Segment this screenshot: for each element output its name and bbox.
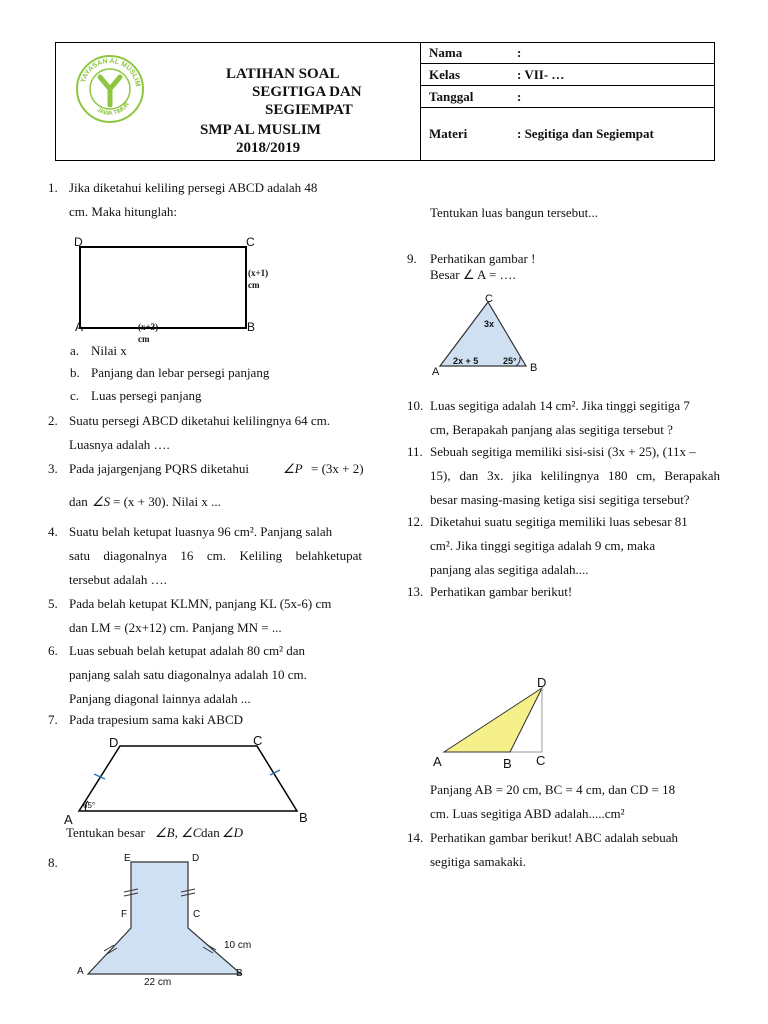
q8-label-b: B [236,968,243,979]
header-rule [421,85,714,86]
q13-label-b: B [503,756,512,771]
q7-angle-label: 65° [83,801,96,810]
question-number: 8. [48,855,58,870]
q7-line-1: Pada trapesium sama kaki ABCD [69,712,244,727]
q13-label-c: C [536,753,546,768]
q5-line-2: dan LM = (2x+12) cm. Panjang MN = ... [69,620,282,635]
question-number: 9. [407,251,417,266]
q8-line-1: Tentukan luas bangun tersebut... [430,205,599,220]
field-label-kelas: Kelas [429,67,461,82]
school-logo [74,53,146,125]
question-number: 3. [48,461,58,476]
q13-triangle-figure [430,680,560,760]
q7-angles: ∠B, ∠C [155,825,202,840]
q1-bottom-unit: cm [138,334,150,344]
q9-label-b: B [530,362,538,374]
question-number: 6. [48,643,58,658]
question-number: 12. [407,514,424,529]
q7-line-2a: Tentukan besar [66,825,145,840]
header-rule [421,63,714,64]
q1-option-key: c. [70,388,80,403]
logo-text: YAYASAN AL MUSLIM [79,57,141,88]
logo-subtext: JAWA TIMUR [95,101,131,118]
q3-line-1a: Pada jajargenjang PQRS diketahui [69,461,249,476]
q1-option-key: a. [70,343,80,358]
q3-line-1b: = (3x + 2) [311,461,364,476]
q8-label-f: F [121,909,128,920]
q4-line-1: Suatu belah ketupat luasnya 96 cm². Panjang salah [69,524,333,539]
question-number: 10. [407,398,424,413]
q13-line-1: Perhatikan gambar berikut! [430,584,573,599]
q7-trapezoid-figure [60,735,320,825]
q8-label-d: D [192,853,200,864]
q5-line-1: Pada belah ketupat KLMN, panjang KL (5x-6) cm [69,596,332,611]
q1-option-text: Panjang dan lebar persegi panjang [91,365,270,380]
q10-line-2: cm, Berapakah panjang alas segitiga tersebut ? [430,422,673,437]
q13-line-2: Panjang AB = 20 cm, BC = 4 cm, dan CD = 18 [430,782,676,797]
q2-line-2: Luasnya adalah …. [69,437,170,452]
q8-label-e: E [124,853,131,864]
q9-right-angle: 25° [503,356,517,366]
q12-line-2: cm². Jika tinggi segitiga adalah 9 cm, maka [430,538,656,553]
title-line-1: LATIHAN SOAL [226,66,340,82]
q1-side-label: (x+1) [248,268,269,278]
field-label-tanggal: Tanggal [429,89,474,104]
q1-label-a: A [75,320,84,334]
header-box [55,42,715,161]
q1-line-2: cm. Maka hitunglah: [69,204,177,219]
q1-option-key: b. [70,365,80,380]
q4-line-2: satu diagonalnya 16 cm. Keliling belahketupat [69,548,362,563]
q7-line-2b: dan [201,825,220,840]
field-value-materi: : Segitiga dan Segiempat [517,126,654,141]
q13-label-a: A [433,754,442,769]
question-number: 2. [48,413,58,428]
q3-angle-p: ∠P [283,461,303,476]
question-number: 5. [48,596,58,611]
q3-line-2a: dan [69,494,88,509]
q9-left-angle: 2x + 5 [453,356,479,366]
question-number: 13. [407,584,424,599]
question-number: 1. [48,180,58,195]
question-number: 7. [48,712,58,727]
q3-line-2b: = (x + 30). Nilai x ... [113,494,221,509]
q1-label-c: C [246,235,255,249]
field-value-nama[interactable]: : [517,45,522,60]
q8-base-label: 22 cm [144,977,172,988]
q1-side-unit: cm [248,280,260,290]
q1-option-text: Nilai x [91,343,127,358]
q7-label-a: A [64,812,73,827]
q6-line-2: panjang salah satu diagonalnya adalah 10 cm. [69,667,307,682]
q9-line-1: Perhatikan gambar ! [430,251,536,266]
q2-line-1: Suatu persegi ABCD diketahui kelilingnya 64 cm. [69,413,331,428]
school-year: 2018/2019 [236,140,301,156]
q11-line-2: 15), dan 3x. jika kelilingnya 180 cm, Berapakah [430,468,720,483]
q1-label-b: B [247,320,256,334]
title-line-3: SEGIEMPAT [265,102,353,118]
q8-label-a: A [77,966,84,977]
q11-line-3: besar masing-masing ketiga sisi segitiga tersebut? [430,492,690,507]
q9-label-a: A [432,366,440,378]
q1-bottom-label: (x+3) [138,322,159,332]
q14-line-1: Perhatikan gambar berikut! ABC adalah sebuah [430,830,679,845]
question-number: 4. [48,524,58,539]
q7-label-b: B [299,810,308,825]
field-value-kelas[interactable]: : VII- … [517,67,565,82]
q6-line-3: Panjang diagonal lainnya adalah ... [69,691,251,706]
question-number: 11. [407,444,423,459]
q13-line-3: cm. Luas segitiga ABD adalah.....cm² [430,806,625,821]
q4-line-3: tersebut adalah …. [69,572,167,587]
q1-label-d: D [74,235,83,249]
q14-line-2: segitiga samakaki. [430,854,527,869]
school-name: SMP AL MUSLIM [200,122,321,138]
field-label-nama: Nama [429,45,463,60]
q7-angle-d: ∠D [222,825,244,840]
q7-label-d: D [109,735,119,750]
q1-line-1: Jika diketahui keliling persegi ABCD adalah 48 [69,180,318,195]
q9-label-c: C [485,293,493,305]
q10-line-1: Luas segitiga adalah 14 cm². Jika tinggi segitiga 7 [430,398,690,413]
question-number: 14. [407,830,424,845]
q7-label-c: C [253,733,263,748]
title-line-2: SEGITIGA DAN [252,84,362,100]
q11-line-1: Sebuah segitiga memiliki sisi-sisi (3x + 25), (11x – [430,444,696,459]
q9-top-angle: 3x [484,319,495,329]
q8-label-c: C [193,909,201,920]
q13-label-d: D [537,675,547,690]
q8-side-label: 10 cm [224,940,252,951]
q9-line-2: Besar ∠ A = …. [430,267,516,282]
q1-option-text: Luas persegi panjang [91,388,202,403]
field-value-tanggal[interactable]: : [517,89,522,104]
q12-line-3: panjang alas segitiga adalah.... [430,562,589,577]
q6-line-1: Luas sebuah belah ketupat adalah 80 cm² dan [69,643,306,658]
field-label-materi: Materi [429,126,468,141]
q3-angle-s: ∠S [92,494,111,509]
q12-line-1: Diketahui suatu segitiga memiliki luas sebesar 81 [430,514,688,529]
